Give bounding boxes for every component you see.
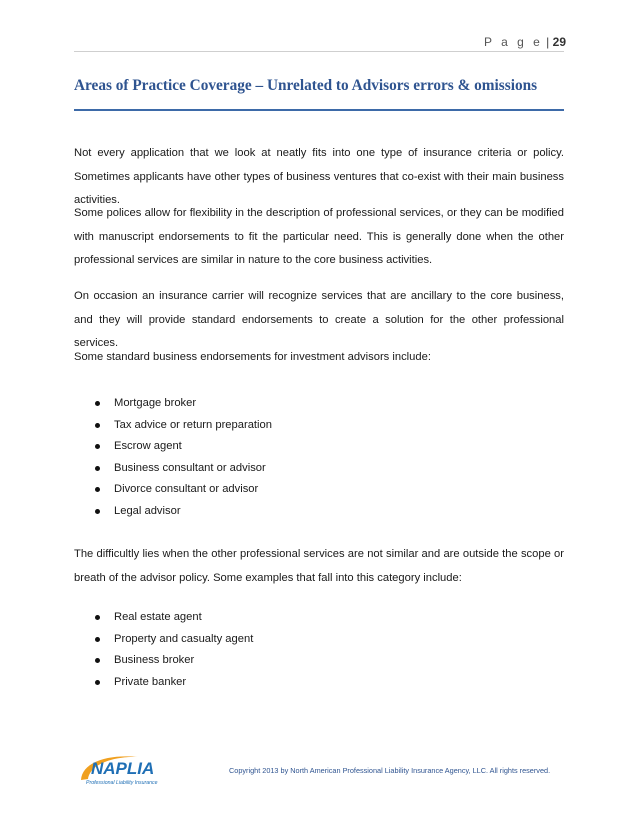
bullet-icon — [95, 444, 100, 449]
list-item-label: Escrow agent — [114, 440, 182, 453]
paragraph-intro: Not every application that we look at neatly fits into one type of insurance criteria or policy. Sometimes applicants have other types of business ventures that co-exist with their main business activities. — [74, 147, 564, 206]
list-item-label: Property and casualty agent — [114, 632, 254, 645]
endorsements-list — [74, 393, 272, 523]
bullet-icon — [95, 487, 100, 492]
paragraph-flexibility: Some polices allow for flexibility in the description of professional services, or they can be modified with manuscript endorsements to fit the particular need. This is generally done when the other professional services are similar in nature to the core business activities. — [74, 207, 564, 266]
page-label: P a g e — [484, 35, 543, 49]
list-item-label: Real estate agent — [114, 611, 202, 623]
list-item — [74, 672, 253, 694]
outside-scope-list — [74, 607, 253, 693]
list-item-label: Mortgage broker — [114, 397, 197, 409]
logo-text: NAPLIA — [91, 759, 155, 778]
list-item — [74, 436, 272, 458]
logo-tagline: Professional Liability Insurance — [86, 780, 158, 786]
paragraph-endorsements-intro: Some standard business endorsements for investment advisors include: — [74, 351, 431, 363]
list-item — [74, 629, 253, 651]
bullet-icon — [95, 466, 100, 471]
page-separator: | — [546, 35, 550, 49]
list-item — [74, 501, 272, 523]
section-title: Areas of Practice Coverage – Unrelated to Advisors errors & omissions — [74, 77, 538, 94]
paragraph-difficulty: The difficultly lies when the other professional services are not similar and are outside the scope or breath of the advisor policy. Some examples that fall into this category include: — [74, 548, 564, 584]
bullet-icon — [95, 423, 100, 428]
list-item-label: Business consultant or advisor — [114, 461, 266, 474]
bullet-icon — [95, 615, 100, 620]
bullet-icon — [95, 509, 100, 514]
bullet-icon — [95, 637, 100, 642]
list-item-label: Divorce consultant or advisor — [114, 483, 259, 496]
list-item-label: Tax advice or return preparation — [114, 418, 272, 431]
copyright-notice: Copyright 2013 by North American Professional Liability Insurance Agency, LLC. All rights reserved. — [229, 766, 551, 775]
list-item-label: Business broker — [114, 654, 195, 667]
list-item — [74, 393, 272, 415]
list-item-label: Legal advisor — [114, 504, 181, 517]
header-divider — [74, 51, 564, 52]
naplia-logo — [78, 752, 174, 790]
bullet-icon — [95, 680, 100, 685]
list-item — [74, 607, 253, 629]
paragraph-ancillary: On occasion an insurance carrier will recognize services that are ancillary to the core business, and they will provide standard endorsements to create a solution for the other professional services. — [74, 290, 564, 349]
list-item — [74, 479, 272, 501]
list-item — [74, 458, 272, 480]
list-item — [74, 415, 272, 437]
title-underline — [74, 109, 564, 111]
list-item — [74, 650, 253, 672]
list-item-label: Private banker — [114, 675, 187, 688]
bullet-icon — [95, 658, 100, 663]
page-number-header — [484, 35, 566, 49]
bullet-icon — [95, 401, 100, 406]
page-number: 29 — [552, 35, 566, 49]
